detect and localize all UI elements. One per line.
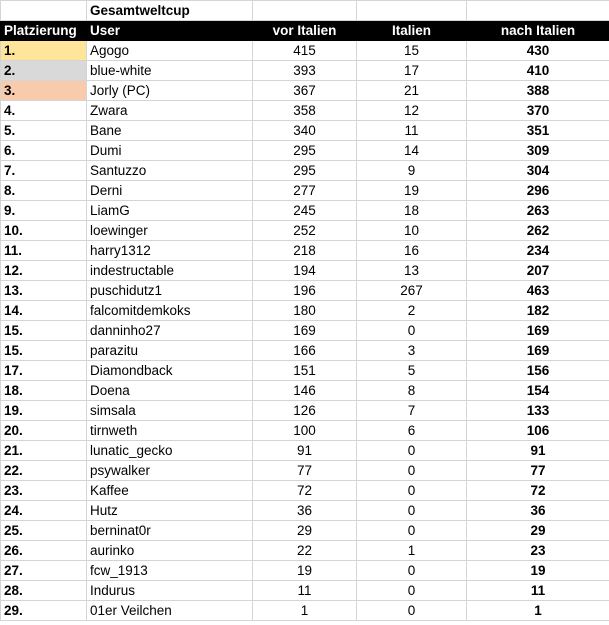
cell[interactable] xyxy=(357,1,467,21)
after-italy-cell[interactable]: 234 xyxy=(467,241,609,261)
italy-cell[interactable]: 14 xyxy=(357,141,467,161)
before-italy-cell[interactable]: 196 xyxy=(253,281,357,301)
table-row xyxy=(1,501,609,521)
table-row xyxy=(1,381,609,401)
before-italy-cell[interactable]: 245 xyxy=(253,201,357,221)
user-cell[interactable]: lunatic_gecko xyxy=(87,441,253,461)
italy-cell[interactable]: 13 xyxy=(357,261,467,281)
italy-cell[interactable]: 15 xyxy=(357,41,467,61)
user-cell[interactable]: psywalker xyxy=(87,461,253,481)
user-cell[interactable]: simsala xyxy=(87,401,253,421)
table-row xyxy=(1,301,609,321)
rank-cell[interactable]: 9. xyxy=(1,201,87,221)
italy-cell[interactable]: 0 xyxy=(357,441,467,461)
user-cell[interactable]: blue-white xyxy=(87,61,253,81)
table-row xyxy=(1,261,609,281)
italy-cell[interactable]: 18 xyxy=(357,201,467,221)
italy-cell[interactable]: 21 xyxy=(357,81,467,101)
table-row xyxy=(1,101,609,121)
rank-cell[interactable]: 2. xyxy=(1,61,87,81)
table-row xyxy=(1,181,609,201)
after-italy-cell[interactable]: 77 xyxy=(467,461,609,481)
after-italy-cell[interactable]: 370 xyxy=(467,101,609,121)
after-italy-cell[interactable]: 156 xyxy=(467,361,609,381)
table-row xyxy=(1,121,609,141)
rank-cell[interactable]: 25. xyxy=(1,521,87,541)
user-cell[interactable]: Hutz xyxy=(87,501,253,521)
rank-cell[interactable]: 11. xyxy=(1,241,87,261)
header-rank[interactable]: Platzierung xyxy=(1,21,87,41)
rank-cell[interactable]: 15. xyxy=(1,321,87,341)
rank-cell[interactable]: 18. xyxy=(1,381,87,401)
after-italy-cell[interactable]: 296 xyxy=(467,181,609,201)
before-italy-cell[interactable]: 415 xyxy=(253,41,357,61)
before-italy-cell[interactable]: 277 xyxy=(253,181,357,201)
after-italy-cell[interactable]: 263 xyxy=(467,201,609,221)
italy-cell[interactable]: 0 xyxy=(357,521,467,541)
user-cell[interactable]: Santuzzo xyxy=(87,161,253,181)
before-italy-cell[interactable]: 340 xyxy=(253,121,357,141)
after-italy-cell[interactable]: 1 xyxy=(467,601,609,621)
table-row xyxy=(1,281,609,301)
rank-cell[interactable]: 14. xyxy=(1,301,87,321)
before-italy-cell[interactable]: 295 xyxy=(253,141,357,161)
table-row xyxy=(1,521,609,541)
header-row xyxy=(1,21,609,41)
after-italy-cell[interactable]: 410 xyxy=(467,61,609,81)
table-row xyxy=(1,581,609,601)
italy-cell[interactable]: 2 xyxy=(357,301,467,321)
cell[interactable] xyxy=(1,1,87,21)
user-cell[interactable]: Agogo xyxy=(87,41,253,61)
table-row xyxy=(1,421,609,441)
user-cell[interactable]: indestructable xyxy=(87,261,253,281)
header-after-italy[interactable]: nach Italien xyxy=(467,21,609,41)
cell[interactable] xyxy=(467,1,609,21)
italy-cell[interactable]: 11 xyxy=(357,121,467,141)
user-cell[interactable]: tirnweth xyxy=(87,421,253,441)
table-row xyxy=(1,441,609,461)
table-row xyxy=(1,361,609,381)
user-cell[interactable]: 01er Veilchen xyxy=(87,601,253,621)
italy-cell[interactable]: 0 xyxy=(357,561,467,581)
rank-cell[interactable]: 13. xyxy=(1,281,87,301)
rank-cell[interactable]: 5. xyxy=(1,121,87,141)
rank-cell[interactable]: 24. xyxy=(1,501,87,521)
after-italy-cell[interactable]: 23 xyxy=(467,541,609,561)
before-italy-cell[interactable]: 146 xyxy=(253,381,357,401)
rank-cell[interactable]: 20. xyxy=(1,421,87,441)
before-italy-cell[interactable]: 169 xyxy=(253,321,357,341)
table-row xyxy=(1,481,609,501)
before-italy-cell[interactable]: 358 xyxy=(253,101,357,121)
user-cell[interactable]: fcw_1913 xyxy=(87,561,253,581)
before-italy-cell[interactable]: 218 xyxy=(253,241,357,261)
rank-cell[interactable]: 19. xyxy=(1,401,87,421)
header-user[interactable]: User xyxy=(87,21,253,41)
after-italy-cell[interactable]: 463 xyxy=(467,281,609,301)
rank-cell[interactable]: 29. xyxy=(1,601,87,621)
italy-cell[interactable]: 0 xyxy=(357,321,467,341)
user-cell[interactable]: puschidutz1 xyxy=(87,281,253,301)
before-italy-cell[interactable]: 367 xyxy=(253,81,357,101)
before-italy-cell[interactable]: 91 xyxy=(253,441,357,461)
italy-cell[interactable]: 12 xyxy=(357,101,467,121)
user-cell[interactable]: Derni xyxy=(87,181,253,201)
rank-cell[interactable]: 17. xyxy=(1,361,87,381)
before-italy-cell[interactable]: 19 xyxy=(253,561,357,581)
user-cell[interactable]: aurinko xyxy=(87,541,253,561)
table-row xyxy=(1,461,609,481)
rank-cell[interactable]: 22. xyxy=(1,461,87,481)
user-cell[interactable]: Diamondback xyxy=(87,361,253,381)
table-row xyxy=(1,81,609,101)
user-cell[interactable]: Kaffee xyxy=(87,481,253,501)
cell[interactable] xyxy=(253,1,357,21)
table-row xyxy=(1,321,609,341)
before-italy-cell[interactable]: 295 xyxy=(253,161,357,181)
italy-cell[interactable]: 1 xyxy=(357,541,467,561)
rank-cell[interactable]: 27. xyxy=(1,561,87,581)
after-italy-cell[interactable]: 91 xyxy=(467,441,609,461)
rank-cell[interactable]: 1. xyxy=(1,41,87,61)
after-italy-cell[interactable]: 133 xyxy=(467,401,609,421)
after-italy-cell[interactable]: 154 xyxy=(467,381,609,401)
after-italy-cell[interactable]: 19 xyxy=(467,561,609,581)
after-italy-cell[interactable]: 309 xyxy=(467,141,609,161)
italy-cell[interactable]: 267 xyxy=(357,281,467,301)
table-row xyxy=(1,401,609,421)
rank-cell[interactable]: 10. xyxy=(1,221,87,241)
user-cell[interactable]: Dumi xyxy=(87,141,253,161)
before-italy-cell[interactable]: 151 xyxy=(253,361,357,381)
table-row xyxy=(1,341,609,361)
user-cell[interactable]: Indurus xyxy=(87,581,253,601)
before-italy-cell[interactable]: 126 xyxy=(253,401,357,421)
user-cell[interactable]: LiamG xyxy=(87,201,253,221)
after-italy-cell[interactable]: 430 xyxy=(467,41,609,61)
italy-cell[interactable]: 7 xyxy=(357,401,467,421)
after-italy-cell[interactable]: 304 xyxy=(467,161,609,181)
after-italy-cell[interactable]: 169 xyxy=(467,341,609,361)
after-italy-cell[interactable]: 207 xyxy=(467,261,609,281)
rank-cell[interactable]: 26. xyxy=(1,541,87,561)
user-cell[interactable]: loewinger xyxy=(87,221,253,241)
user-cell[interactable]: falcomitdemkoks xyxy=(87,301,253,321)
rank-cell[interactable]: 3. xyxy=(1,81,87,101)
italy-cell[interactable]: 0 xyxy=(357,501,467,521)
rank-cell[interactable]: 4. xyxy=(1,101,87,121)
italy-cell[interactable]: 16 xyxy=(357,241,467,261)
rank-cell[interactable]: 15. xyxy=(1,341,87,361)
table-row xyxy=(1,561,609,581)
italy-cell[interactable]: 17 xyxy=(357,61,467,81)
user-cell[interactable]: Doena xyxy=(87,381,253,401)
rank-cell[interactable]: 28. xyxy=(1,581,87,601)
before-italy-cell[interactable]: 100 xyxy=(253,421,357,441)
table-row xyxy=(1,61,609,81)
italy-cell[interactable]: 0 xyxy=(357,461,467,481)
after-italy-cell[interactable]: 388 xyxy=(467,81,609,101)
table-row xyxy=(1,201,609,221)
rank-cell[interactable]: 21. xyxy=(1,441,87,461)
before-italy-cell[interactable]: 11 xyxy=(253,581,357,601)
table-row xyxy=(1,41,609,61)
italy-cell[interactable]: 0 xyxy=(357,601,467,621)
after-italy-cell[interactable]: 29 xyxy=(467,521,609,541)
header-italy[interactable]: Italien xyxy=(357,21,467,41)
table-row xyxy=(1,541,609,561)
user-cell[interactable]: danninho27 xyxy=(87,321,253,341)
before-italy-cell[interactable]: 77 xyxy=(253,461,357,481)
after-italy-cell[interactable]: 182 xyxy=(467,301,609,321)
after-italy-cell[interactable]: 351 xyxy=(467,121,609,141)
before-italy-cell[interactable]: 393 xyxy=(253,61,357,81)
italy-cell[interactable]: 0 xyxy=(357,581,467,601)
table-row xyxy=(1,141,609,161)
rank-cell[interactable]: 12. xyxy=(1,261,87,281)
table-row xyxy=(1,601,609,621)
rank-cell[interactable]: 23. xyxy=(1,481,87,501)
before-italy-cell[interactable]: 194 xyxy=(253,261,357,281)
after-italy-cell[interactable]: 262 xyxy=(467,221,609,241)
rank-cell[interactable]: 6. xyxy=(1,141,87,161)
header-before-italy[interactable]: vor Italien xyxy=(253,21,357,41)
before-italy-cell[interactable]: 72 xyxy=(253,481,357,501)
italy-cell[interactable]: 10 xyxy=(357,221,467,241)
user-cell[interactable]: parazitu xyxy=(87,341,253,361)
after-italy-cell[interactable]: 72 xyxy=(467,481,609,501)
after-italy-cell[interactable]: 106 xyxy=(467,421,609,441)
before-italy-cell[interactable]: 252 xyxy=(253,221,357,241)
sheet-title[interactable]: Gesamtweltcup xyxy=(87,1,253,21)
before-italy-cell[interactable]: 29 xyxy=(253,521,357,541)
before-italy-cell[interactable]: 166 xyxy=(253,341,357,361)
before-italy-cell[interactable]: 36 xyxy=(253,501,357,521)
before-italy-cell[interactable]: 180 xyxy=(253,301,357,321)
italy-cell[interactable]: 19 xyxy=(357,181,467,201)
title-row xyxy=(1,1,609,21)
table-row xyxy=(1,221,609,241)
user-cell[interactable]: harry1312 xyxy=(87,241,253,261)
user-cell[interactable]: Bane xyxy=(87,121,253,141)
italy-cell[interactable]: 9 xyxy=(357,161,467,181)
italy-cell[interactable]: 0 xyxy=(357,481,467,501)
before-italy-cell[interactable]: 22 xyxy=(253,541,357,561)
table-row xyxy=(1,161,609,181)
italy-cell[interactable]: 3 xyxy=(357,341,467,361)
sheet-body xyxy=(1,1,609,621)
user-cell[interactable]: Jorly (PC) xyxy=(87,81,253,101)
after-italy-cell[interactable]: 169 xyxy=(467,321,609,341)
user-cell[interactable]: Zwara xyxy=(87,101,253,121)
after-italy-cell[interactable]: 36 xyxy=(467,501,609,521)
italy-cell[interactable]: 8 xyxy=(357,381,467,401)
after-italy-cell[interactable]: 11 xyxy=(467,581,609,601)
rank-cell[interactable]: 8. xyxy=(1,181,87,201)
user-cell[interactable]: berninat0r xyxy=(87,521,253,541)
before-italy-cell[interactable]: 1 xyxy=(253,601,357,621)
italy-cell[interactable]: 5 xyxy=(357,361,467,381)
rank-cell[interactable]: 7. xyxy=(1,161,87,181)
italy-cell[interactable]: 6 xyxy=(357,421,467,441)
table-row xyxy=(1,241,609,261)
